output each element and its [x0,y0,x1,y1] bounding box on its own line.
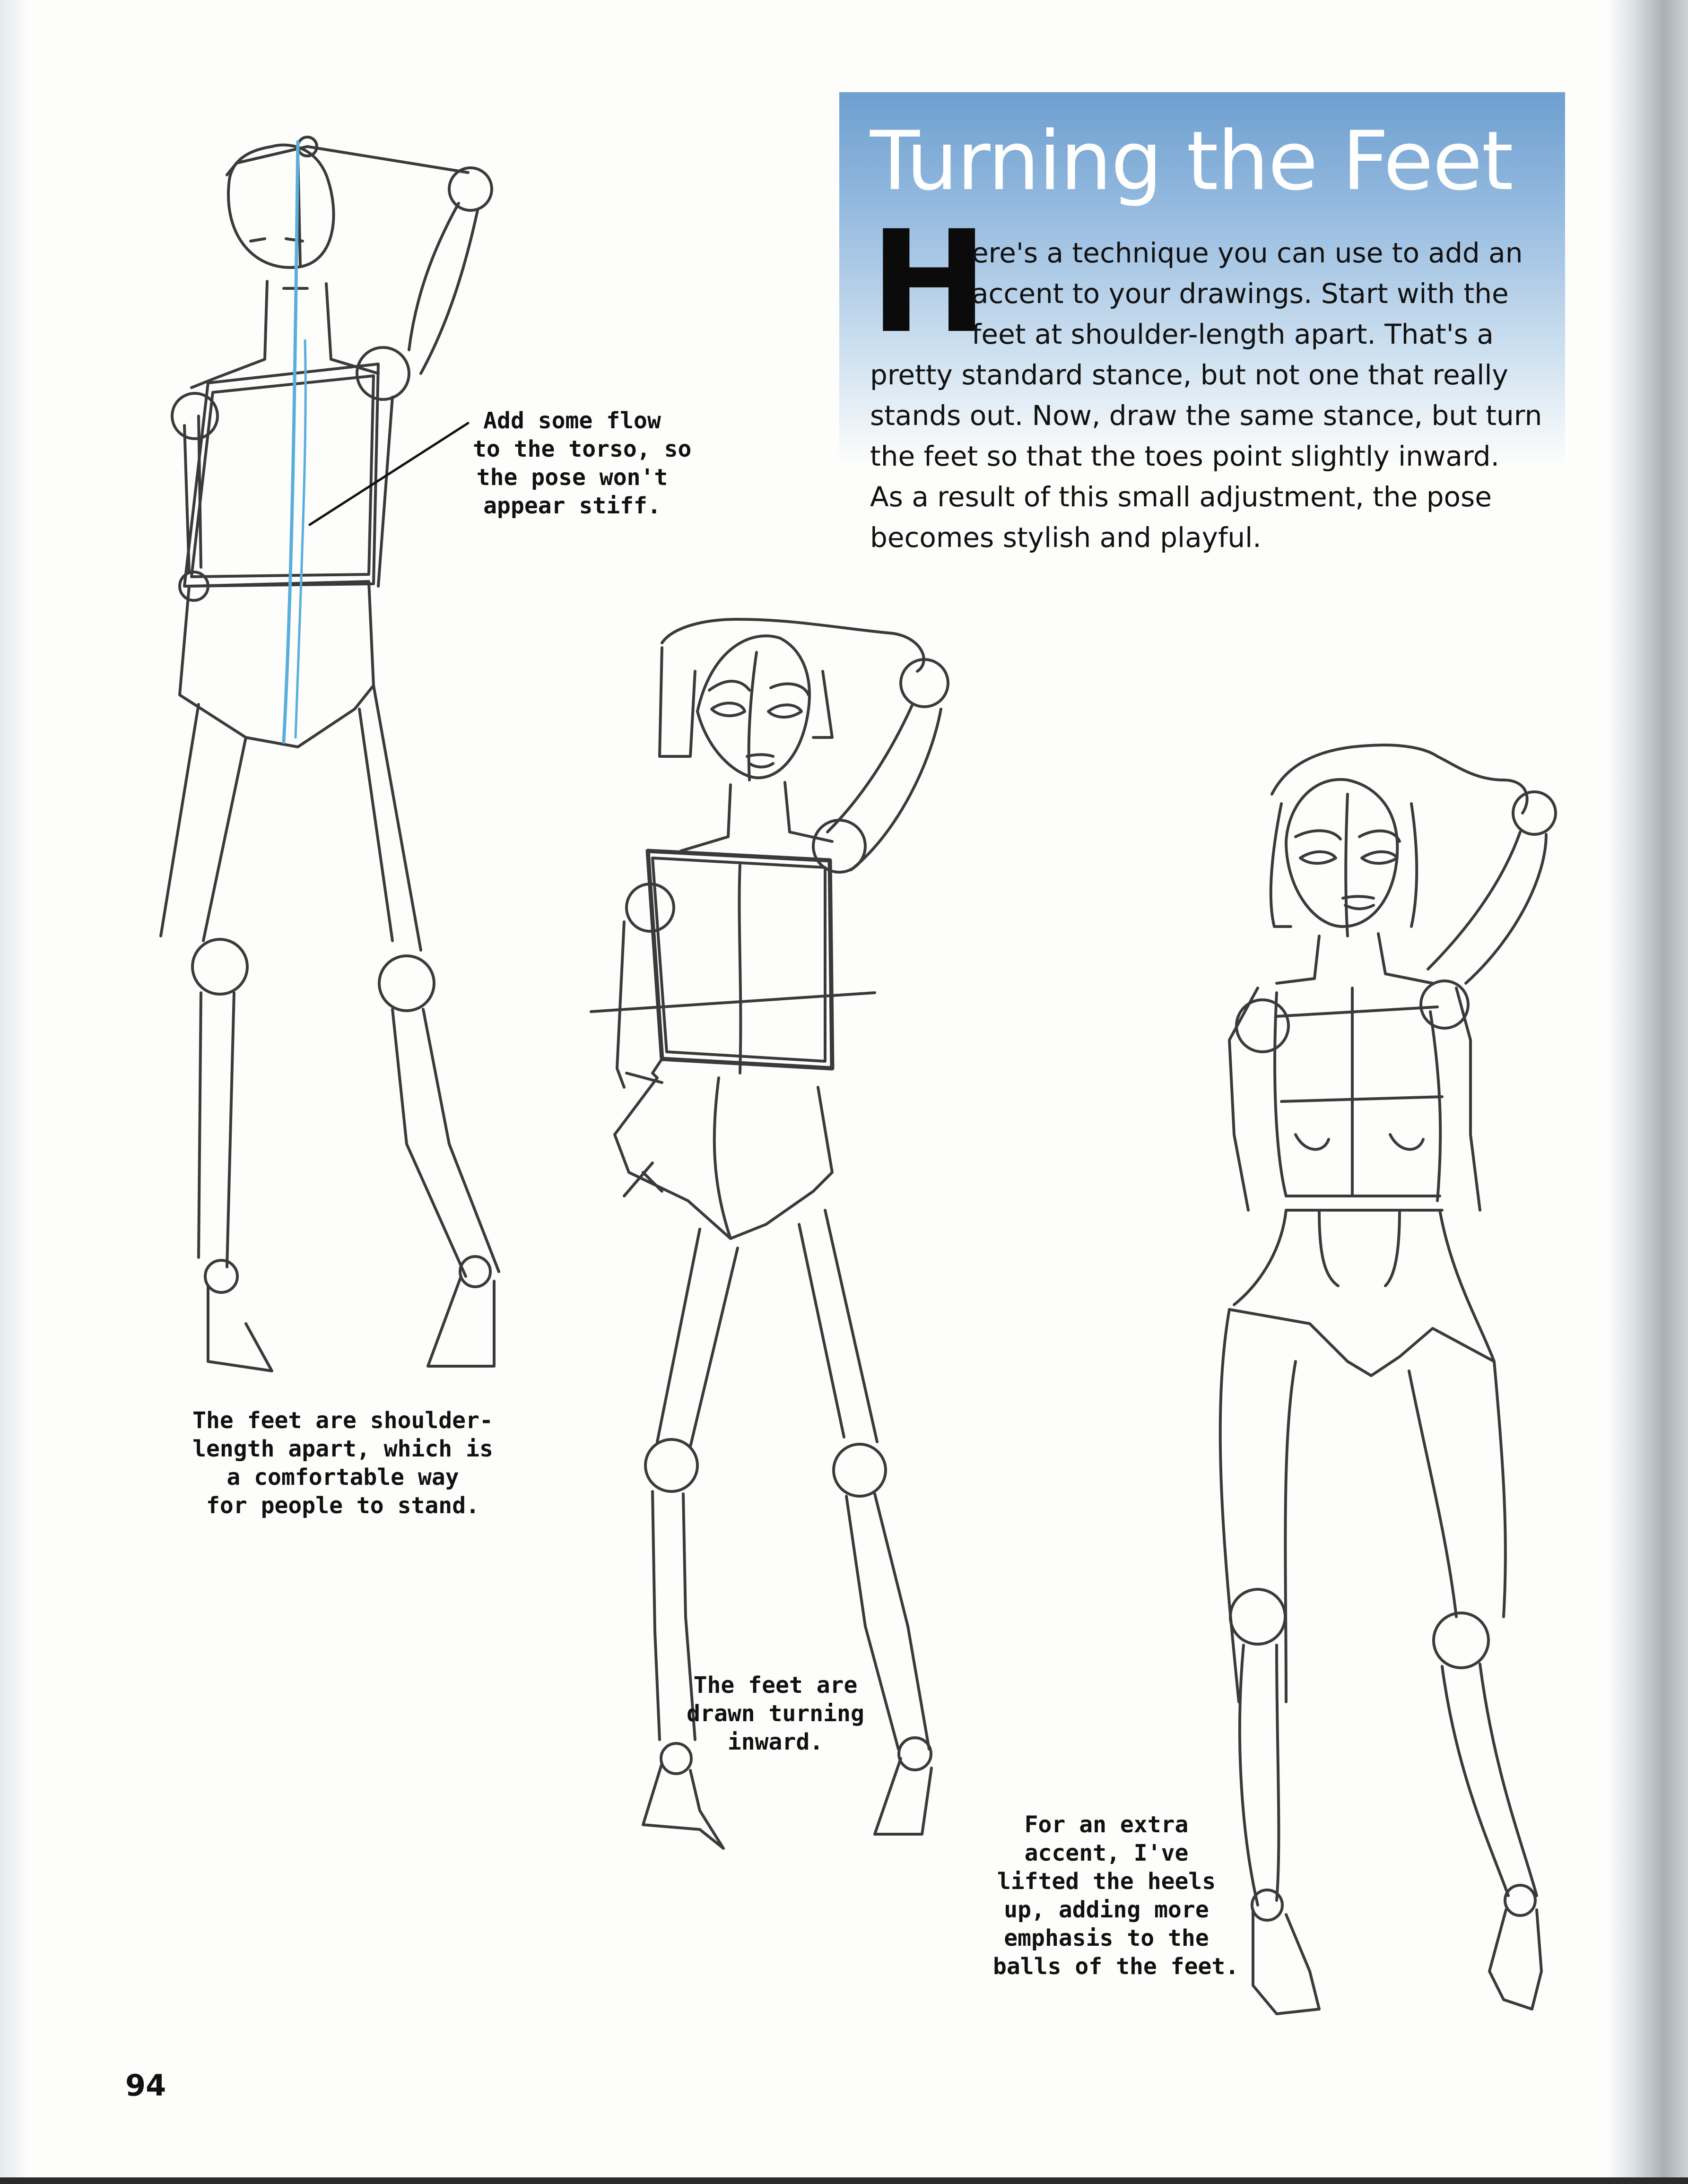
caption-line: emphasis to the [1004,1925,1209,1951]
page-number: 94 [125,2068,166,2103]
figure-shoulder-stance [161,137,499,1371]
intro-line: ere's a technique you can use to add an [972,237,1523,269]
caption-line: for people to stand. [206,1492,479,1519]
caption-line: appear stiff. [483,493,661,519]
figure-feet-inward [591,619,948,1848]
caption-line: the pose won't [476,464,668,491]
intro-line: becomes stylish and playful. [870,521,1262,554]
caption-line: a comfortable way [226,1464,459,1491]
intro-line: pretty standard stance, but not one that really [870,359,1508,391]
caption-turning-inward [681,1671,870,1756]
caption-line: The feet are [693,1672,858,1699]
intro-line: stands out. Now, draw the same stance, but turn [870,399,1542,432]
page-title: Turning the Feet [870,113,1513,208]
caption-line: up, adding more [1004,1897,1209,1923]
intro-line: feet at shoulder-length apart. That's a [972,318,1494,350]
caption-shoulder-length [191,1406,494,1520]
caption-line: accent, I've [1024,1840,1189,1866]
caption-line: length apart, which is [192,1436,493,1462]
figure-heels-lifted [1220,745,1556,2014]
caption-line: For an extra [1024,1811,1189,1838]
drop-cap: H [870,200,988,364]
caption-line: lifted the heels [997,1868,1216,1895]
caption-torso-flow [473,407,692,520]
caption-line: Add some flow [483,407,661,434]
caption-line: balls of the feet. [993,1953,1239,1980]
intro-line: the feet so that the toes point slightly inward. [870,440,1500,472]
caption-line: to the torso, so [473,436,692,462]
caption-line: inward. [727,1729,824,1755]
caption-line: The feet are shoulder- [192,1407,493,1434]
intro-line: accent to your drawings. Start with the [972,277,1509,310]
caption-line: drawn turning [687,1700,864,1727]
intro-line: As a result of this small adjustment, the pose [870,481,1492,513]
caption-extra-accent [993,1811,1239,1981]
